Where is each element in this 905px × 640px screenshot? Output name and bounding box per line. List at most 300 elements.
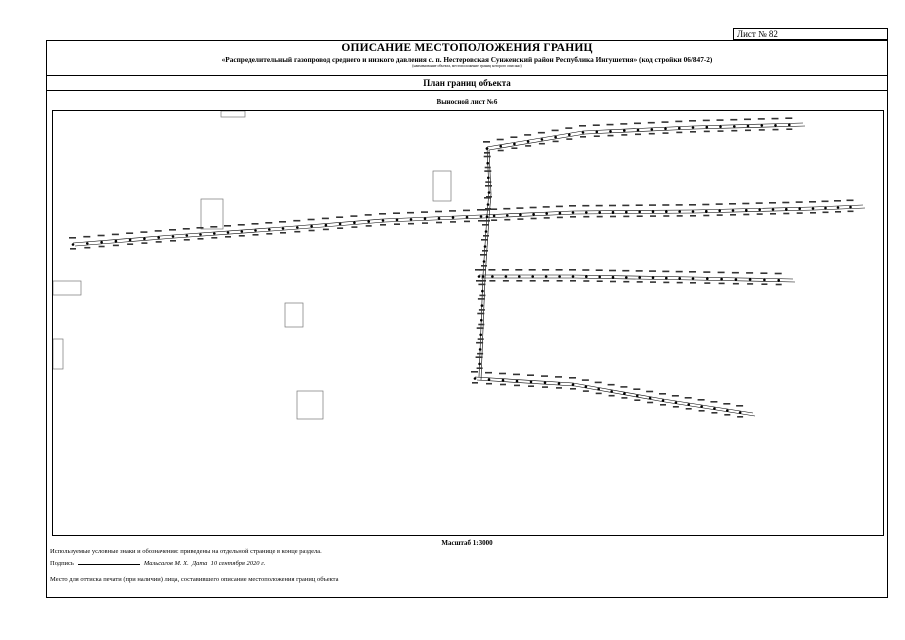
point-label (770, 213, 776, 215)
point-label (596, 205, 603, 207)
point-label (848, 211, 854, 213)
point-label (583, 216, 589, 218)
boundary-point (772, 208, 775, 211)
point-label (528, 385, 534, 387)
point-label (570, 216, 576, 218)
point-label (582, 379, 589, 381)
point-label (796, 201, 803, 203)
boundary-point (513, 143, 516, 146)
point-label (633, 388, 640, 390)
point-label (530, 207, 537, 209)
point-label (610, 281, 616, 283)
point-label (634, 399, 640, 401)
boundary-point (72, 243, 75, 246)
point-label (484, 220, 490, 222)
boundary-point (491, 275, 494, 278)
point-label (483, 235, 489, 237)
point-label (634, 123, 641, 125)
point-label (497, 139, 504, 141)
boundary-point (745, 209, 748, 212)
boundary-point (678, 127, 681, 130)
point-label (490, 208, 497, 210)
point-label (112, 234, 119, 236)
plan-title-divider (46, 90, 888, 91)
point-label (516, 207, 523, 209)
pipeline-edge (487, 123, 803, 147)
point-label (677, 282, 683, 284)
pipeline-edge (479, 275, 793, 279)
point-label (597, 216, 603, 218)
boundary-point (665, 210, 668, 213)
point-label (595, 382, 602, 384)
boundary-point (572, 275, 575, 278)
point-label (471, 371, 478, 373)
boundary-point (597, 388, 600, 391)
point-label (663, 132, 669, 134)
point-label (488, 269, 495, 271)
point-label (556, 206, 563, 208)
boundary-point (585, 211, 588, 214)
point-label (773, 129, 779, 131)
point-label (623, 281, 629, 283)
point-label (484, 197, 491, 199)
point-label (759, 129, 765, 131)
parcel-outline (53, 281, 81, 295)
point-label (662, 271, 669, 273)
point-label (538, 132, 545, 134)
point-label (155, 230, 162, 232)
point-label (785, 117, 792, 119)
point-label (70, 248, 76, 250)
point-label (566, 138, 572, 140)
point-label (379, 213, 386, 215)
point-label (516, 280, 522, 282)
parcel-outline (221, 111, 245, 117)
point-label (636, 270, 643, 272)
boundary-point (733, 125, 736, 128)
boundary-point (719, 126, 722, 129)
point-label (481, 265, 487, 267)
point-label (393, 212, 400, 214)
boundary-point (585, 275, 588, 278)
boundary-point (774, 124, 777, 127)
boundary-point (732, 209, 735, 212)
boundary-point (849, 206, 852, 209)
point-label (703, 271, 710, 273)
point-label (127, 243, 133, 245)
boundary-point (638, 276, 641, 279)
boundary-point (474, 377, 477, 380)
point-label (557, 217, 563, 219)
parcel-outline (53, 339, 63, 369)
point-label (718, 130, 724, 132)
boundary-point (268, 228, 271, 231)
point-label (527, 374, 534, 376)
boundary-point (502, 379, 505, 382)
point-label (743, 214, 749, 216)
point-label (126, 232, 133, 234)
point-label (477, 209, 484, 211)
boundary-point (519, 214, 522, 217)
point-label (621, 134, 627, 136)
point-label (733, 283, 739, 285)
point-label (504, 219, 510, 221)
point-label (776, 284, 782, 286)
point-label (757, 213, 763, 215)
boundary-point (483, 260, 486, 263)
boundary-point (665, 277, 668, 280)
boundary-point (651, 128, 654, 131)
point-label (337, 227, 343, 229)
point-label (620, 123, 627, 125)
sheet-number-box (733, 28, 888, 40)
boundary-point (678, 210, 681, 213)
point-label (294, 231, 300, 233)
boundary-point (678, 277, 681, 280)
boundary-point (478, 363, 481, 366)
point-label (565, 127, 572, 129)
point-label (140, 231, 147, 233)
point-label (539, 143, 545, 145)
point-label (450, 221, 456, 223)
point-label (557, 280, 563, 282)
point-label (478, 298, 485, 300)
boundary-point (213, 232, 216, 235)
point-label (323, 229, 329, 231)
boundary-point (623, 129, 626, 132)
point-label (99, 246, 105, 248)
boundary-point (572, 211, 575, 214)
plan-title: План границ объекта (423, 78, 511, 88)
boundary-point (735, 278, 738, 281)
point-label (499, 373, 506, 375)
point-label (745, 130, 751, 132)
point-label (676, 204, 683, 206)
point-label (477, 327, 484, 329)
point-label (322, 218, 329, 220)
point-label (782, 202, 789, 204)
boundary-point (172, 235, 175, 238)
boundary-point (582, 131, 585, 134)
boundary-point (530, 381, 533, 384)
boundary-point (353, 222, 356, 225)
point-label (719, 283, 725, 285)
point-label (608, 135, 614, 137)
parcel-outline (201, 199, 223, 229)
boundary-point (652, 277, 655, 280)
point-label (730, 119, 737, 121)
boundary-point (545, 212, 548, 215)
point-label (484, 152, 490, 154)
point-label (597, 280, 603, 282)
point-label (746, 272, 753, 274)
boundary-point (382, 219, 385, 222)
point-label (156, 241, 162, 243)
point-label (761, 283, 767, 285)
point-label (703, 215, 709, 217)
point-label (835, 211, 841, 213)
pipeline-edge (73, 215, 481, 243)
boundary-point (692, 210, 695, 213)
boundary-point (410, 218, 413, 221)
point-label (350, 215, 357, 217)
boundary-point (777, 279, 780, 282)
boundary-point (486, 147, 489, 150)
point-label (711, 412, 717, 414)
point-label (716, 203, 723, 205)
point-label (542, 269, 549, 271)
point-label (498, 150, 504, 152)
point-label (702, 204, 709, 206)
boundary-point (485, 230, 488, 233)
point-label (569, 205, 576, 207)
point-label (622, 270, 629, 272)
point-label (689, 120, 696, 122)
boundary-point (545, 275, 548, 278)
point-label (646, 391, 653, 393)
point-label (704, 131, 710, 133)
point-label (170, 240, 176, 242)
boundary-point (706, 126, 709, 129)
point-label (620, 386, 627, 388)
boundary-point (705, 210, 708, 213)
boundary-point (487, 177, 490, 180)
point-label (775, 273, 782, 275)
point-label (607, 124, 614, 126)
point-label (511, 147, 517, 149)
point-label (476, 342, 483, 344)
boundary-point (254, 229, 257, 232)
boundary-point (720, 278, 723, 281)
point-label (483, 209, 490, 211)
boundary-point (598, 276, 601, 279)
point-label (485, 167, 491, 169)
point-label (449, 210, 456, 212)
point-label (482, 250, 488, 252)
point-label (183, 228, 190, 230)
point-label (252, 223, 259, 225)
boundary-point (758, 209, 761, 212)
boundary-point (649, 397, 652, 400)
point-label (580, 136, 586, 138)
boundary-point (612, 276, 615, 279)
boundary-point (488, 191, 491, 194)
point-label (472, 382, 478, 384)
point-label (211, 237, 217, 239)
point-label (486, 383, 492, 385)
point-label (636, 204, 643, 206)
point-label (677, 215, 683, 217)
date-label: Дата (191, 560, 208, 567)
boundary-point (652, 211, 655, 214)
point-label (476, 356, 483, 358)
point-label (704, 282, 710, 284)
point-label (98, 235, 105, 237)
point-label (510, 136, 517, 138)
point-label (239, 235, 245, 237)
boundary-point (482, 275, 485, 278)
point-label (723, 403, 730, 405)
boundary-point (625, 276, 628, 279)
boundary-point (554, 136, 557, 139)
point-label (736, 405, 743, 407)
point-label (421, 211, 428, 213)
point-labels (69, 117, 854, 417)
point-label (690, 215, 696, 217)
point-label (435, 211, 442, 213)
point-label (530, 280, 536, 282)
point-label (482, 224, 489, 226)
point-label (525, 145, 531, 147)
boundary-point (625, 211, 628, 214)
point-label (637, 215, 643, 217)
boundary-point (598, 211, 601, 214)
boundary-point (692, 277, 695, 280)
point-label (484, 170, 491, 172)
point-label (760, 272, 767, 274)
point-label (556, 269, 563, 271)
point-label (253, 234, 259, 236)
point-label (769, 202, 776, 204)
point-label (698, 399, 705, 401)
boundary-point (486, 162, 489, 165)
sheet-number-label: Лист № 82 (737, 29, 778, 39)
point-label (596, 269, 603, 271)
signer-name: Мальсагов М. Х. (143, 560, 189, 567)
point-label (513, 374, 520, 376)
point-label (529, 269, 536, 271)
point-label (491, 219, 497, 221)
point-label (380, 224, 386, 226)
parcel-outline (285, 303, 303, 327)
boundary-point (596, 131, 599, 134)
boundary-point (481, 290, 484, 293)
point-label (489, 280, 495, 282)
point-label (622, 205, 629, 207)
map-frame (52, 110, 884, 536)
boundary-point (516, 380, 519, 383)
document-title: ОПИСАНИЕ МЕСТОПОЛОЖЕНИЯ ГРАНИЦ (341, 42, 593, 54)
boundary-point (227, 231, 230, 234)
boundary-point (479, 348, 482, 351)
legend-note: Используемые условные знаки и обозначения: приведены на отдельной странице в конце раздела. (50, 548, 322, 555)
boundary-point (692, 126, 695, 129)
point-label (623, 216, 629, 218)
point-label (609, 395, 615, 397)
point-label (675, 121, 682, 123)
point-label (717, 119, 724, 121)
boundary-point (559, 212, 562, 215)
point-label (485, 372, 492, 374)
boundary-point (296, 226, 299, 229)
point-label (478, 338, 484, 340)
boundary-point (541, 138, 544, 141)
pipeline-edge (483, 208, 865, 218)
point-label (463, 210, 470, 212)
boundary-point (479, 334, 482, 337)
point-label (582, 205, 589, 207)
point-label (647, 402, 653, 404)
point-label (210, 226, 217, 228)
point-label (663, 282, 669, 284)
point-label (570, 388, 576, 390)
boundary-point (544, 382, 547, 385)
point-label (609, 270, 616, 272)
point-label (280, 232, 286, 234)
point-label (717, 214, 723, 216)
boundary-point (493, 215, 496, 218)
point-label (650, 215, 656, 217)
point-label (689, 204, 696, 206)
point-label (141, 242, 147, 244)
point-label (553, 141, 559, 143)
point-label (477, 367, 483, 369)
boundary-point (636, 395, 639, 398)
boundary-point (713, 407, 716, 410)
boundary-point (486, 215, 489, 218)
boundary-point (506, 214, 509, 217)
boundary-point (572, 383, 575, 386)
pipeline-routes (73, 123, 865, 416)
point-label (198, 238, 204, 240)
boundary-point (480, 319, 483, 322)
point-label (649, 270, 656, 272)
point-label (480, 254, 487, 256)
boundary-point (763, 279, 766, 282)
point-label (83, 236, 90, 238)
point-label (500, 384, 506, 386)
point-label (786, 128, 792, 130)
point-label (436, 222, 442, 224)
boundary-point (487, 203, 490, 206)
boundary-point (700, 405, 703, 408)
point-label (515, 269, 522, 271)
boundary-point (466, 216, 469, 219)
header-divider (46, 75, 888, 76)
point-label (732, 272, 739, 274)
point-label (569, 377, 576, 379)
parcel-outlines (53, 111, 451, 419)
boundary-point (129, 239, 132, 242)
boundary-point (610, 390, 613, 393)
boundary-point (558, 275, 561, 278)
point-label (542, 386, 548, 388)
point-label (686, 408, 692, 410)
point-label (570, 280, 576, 282)
point-label (555, 376, 562, 378)
point-label (464, 221, 470, 223)
point-label (747, 283, 753, 285)
point-label (823, 212, 829, 214)
boundary-point (115, 240, 118, 243)
signature-line (78, 558, 140, 565)
point-label (485, 181, 491, 183)
point-label (809, 201, 816, 203)
parcel-outline (297, 391, 323, 419)
point-label (224, 225, 231, 227)
point-label (84, 247, 90, 249)
point-label (582, 269, 589, 271)
boundary-point (86, 242, 89, 245)
point-label (503, 208, 510, 210)
point-label (660, 404, 666, 406)
point-label (834, 200, 841, 202)
point-label (477, 353, 483, 355)
point-label (689, 271, 696, 273)
point-label (477, 313, 484, 315)
point-label (366, 225, 372, 227)
point-label (517, 218, 523, 220)
